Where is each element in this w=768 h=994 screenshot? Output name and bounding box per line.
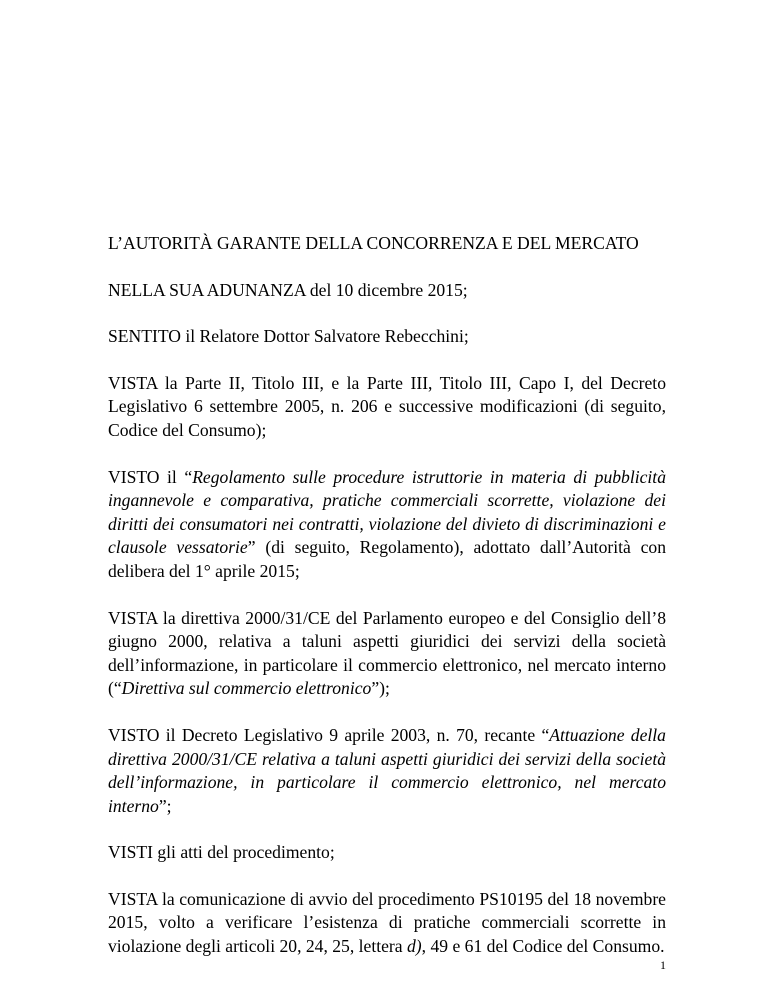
paragraph-adunanza: NELLA SUA ADUNANZA del 10 dicembre 2015; bbox=[108, 279, 468, 300]
text-segment: VISTO il Decreto Legislativo 9 aprile 2003, n. 70, recante “ bbox=[108, 724, 550, 745]
text-segment: ”); bbox=[371, 678, 390, 699]
text-segment: , 49 e 61 del Codice del Consumo. bbox=[421, 936, 665, 957]
text-segment: VISTO il “ bbox=[108, 466, 193, 487]
text-segment: VISTA la direttiva 2000/31/CE del Parlamento europeo e del Consiglio dell’8 giugno 2000, relativa a taluni aspetti giuridici dei servizi della società dell’informazione, in particolare il commercio elettronico, nel mercato interno (“ bbox=[108, 607, 666, 699]
lettera-d: d) bbox=[407, 936, 422, 957]
text-segment: ”; bbox=[158, 795, 172, 816]
document-body bbox=[108, 232, 666, 982]
text-segment: ” (di seguito, Regolamento), adottato dall’Autorità con delibera del 1° aprile 2015; bbox=[108, 537, 666, 581]
page-number: 1 bbox=[660, 958, 666, 972]
paragraph-vista-direttiva bbox=[108, 607, 666, 701]
paragraph-vista-codice-consumo: VISTA la Parte II, Titolo III, e la Parte III, Titolo III, Capo I, del Decreto Legislativo 6 settembre 2005, n. 206 e successive modificazioni (di seguito, Codice del Consumo); bbox=[108, 372, 666, 440]
paragraph-sentito: SENTITO il Relatore Dottor Salvatore Rebecchini; bbox=[108, 326, 469, 347]
paragraph-visto-regolamento bbox=[108, 466, 666, 584]
text-segment: VISTA la comunicazione di avvio del procedimento PS10195 del 18 novembre 2015, volto a verificare l’esistenza di pratiche commerciali scorrette in violazione degli articoli 20, 24, 25, lettera bbox=[108, 888, 666, 957]
regolamento-title: Regolamento sulle procedure istruttorie in materia di pubblicità ingannevole e comparativa, pratiche commerciali scorrette, violazione dei diritti dei consumatori nei contratti, violazione del divieto di discriminazioni e clausole vessatorie bbox=[108, 466, 666, 558]
paragraph-visto-decreto bbox=[108, 724, 666, 818]
direttiva-title: Direttiva sul commercio elettronico bbox=[121, 678, 372, 699]
decreto-title: Attuazione della direttiva 2000/31/CE relativa a taluni aspetti giuridici dei servizi della società dell’informazione, in particolare il commercio elettronico, nel mercato interno bbox=[108, 724, 666, 816]
paragraph-visti-atti: VISTI gli atti del procedimento; bbox=[108, 842, 335, 863]
paragraph-vista-comunicazione bbox=[108, 888, 666, 959]
authority-heading: L’AUTORITÀ GARANTE DELLA CONCORRENZA E DEL MERCATO bbox=[108, 233, 639, 253]
